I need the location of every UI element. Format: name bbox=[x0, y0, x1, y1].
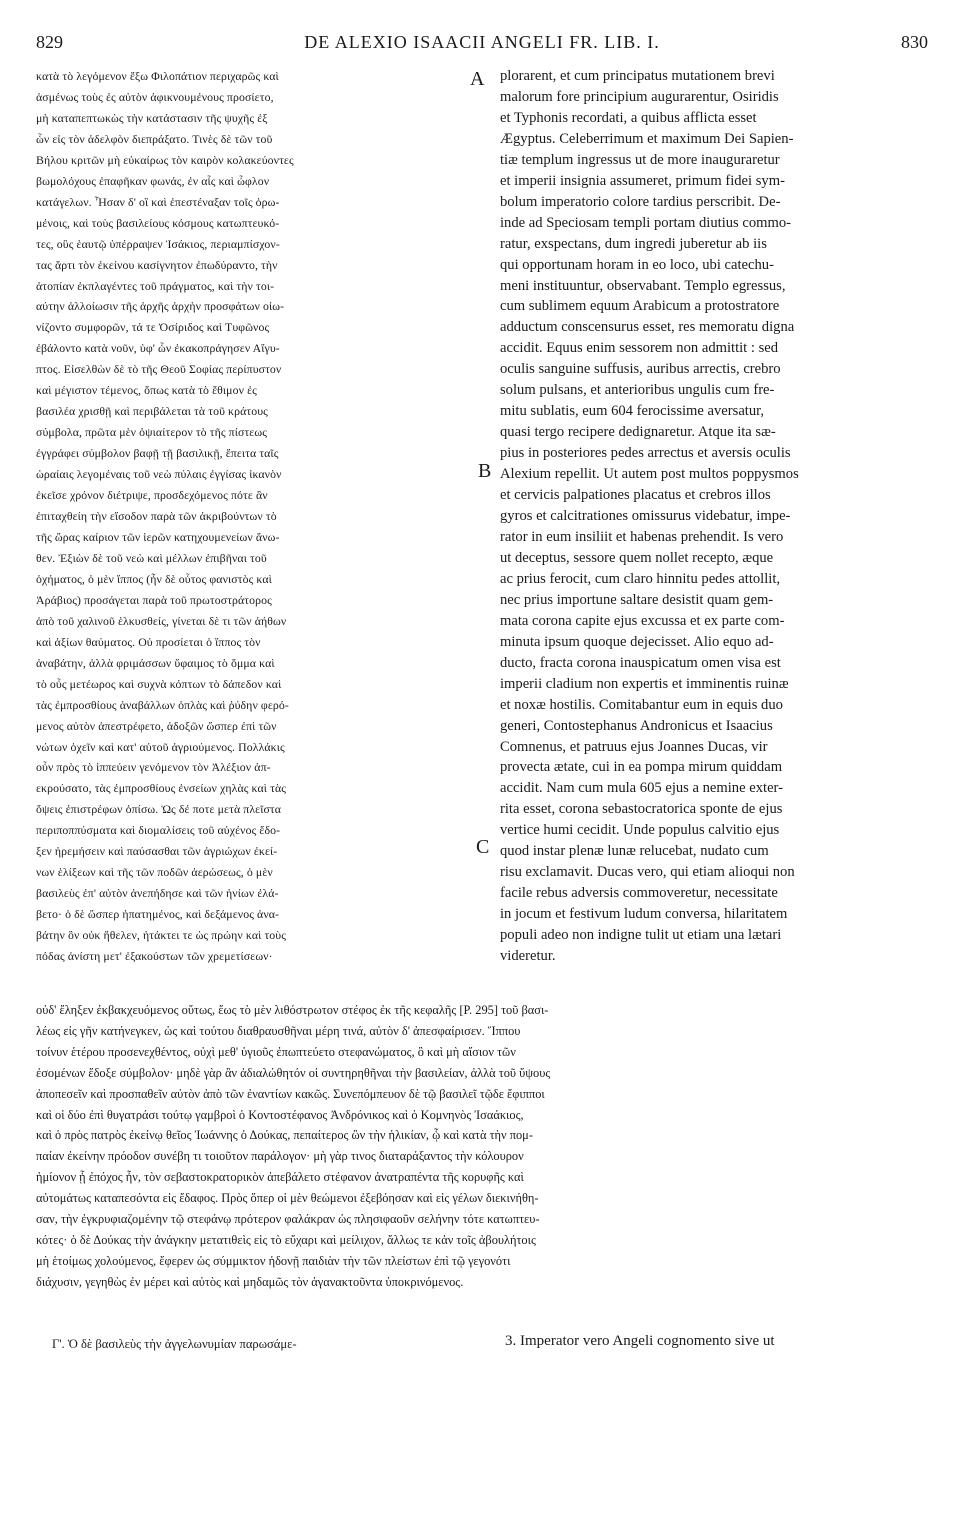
section-marker-b: B bbox=[478, 460, 492, 482]
latin-text-line: meni instituuntur, observabant. Templo egressus, bbox=[500, 277, 786, 294]
full-width-text-line: ἡμίονον ᾗ ἐπόχος ἦν, τὸν σεβαστοκρατορικὸν ἀπεβάλετο στέφανον ἀνατραπέντα τῆς κορυφῆς καὶ bbox=[36, 1170, 524, 1185]
latin-text-line: Ægyptus. Celeberrimum et maximum Dei Sapien- bbox=[500, 130, 794, 147]
latin-text-line: accidit. Nam cum mula 605 ejus a nemine exter- bbox=[500, 780, 783, 797]
greek-text-line: μένοις, καὶ τοὺς βασιλείους κόσμους κατωπτευκό- bbox=[36, 215, 280, 230]
greek-text-line: τας ἄρτι τὸν ἐκείνου κασίγνητον ἐπωδύραντο, τὴν bbox=[36, 257, 278, 272]
greek-text-line: ὀχήματος, ὁ μὲν ἵππος (ἦν δὲ οὗτος φανιστὸς καὶ bbox=[36, 571, 272, 586]
greek-text-line: ὄψεις ἐπιστρέφων ὀπίσω. Ὡς δέ ποτε μετὰ πλεῖστα bbox=[36, 802, 282, 817]
full-width-text-line: σαν, τὴν ἐγκρυφιαζομένην τῷ στεφάνῳ πρότερον φαλάκραν ὡς πλησιφαοῦν σελήνην τότε κατωπτευ- bbox=[36, 1212, 540, 1227]
latin-text-line: quasi tergo recipere dedignaretur. Atque ita sæ- bbox=[500, 424, 776, 441]
latin-text-line: et imperii insignia assumeret, primum fidei sym- bbox=[500, 172, 785, 189]
greek-text-line: βετο· ὁ δὲ ὥσπερ ἡπατημένος, καὶ δεξάμενος ἀνα- bbox=[36, 907, 280, 922]
greek-text-line: τὰς ἐμπροσθίους ἀναβάλλων ὁπλὰς καὶ ῥύδην φερό- bbox=[36, 697, 289, 712]
greek-text-line: νίζοντο συμφορῶν, τά τε Ὀσίριδος καὶ Τυφῶνος bbox=[36, 320, 270, 335]
latin-text-line: quod instar plenæ lunæ relucebat, nudato cum bbox=[500, 843, 769, 860]
greek-text-column bbox=[36, 66, 486, 967]
full-width-text-line: ἀποπεσεῖν καὶ προσπαθεῖν αὐτὸν ἀπὸ τῶν ἐναντίων κακῶς. Συνεπόμπευον δὲ τῷ βασιλεῖ τῷδε ἔφιπποι bbox=[36, 1086, 545, 1101]
latin-text-line: risu exclamavit. Ducas vero, qui etiam alioqui non bbox=[500, 864, 795, 881]
full-width-text-line: τοίνυν ἑτέρου προσενεχθέντος, οὐχὶ μεθ' ὑγιοῦς ἐπωπτεύετο στεφανώματος, ὃ καὶ μὴ αἴσιον τῶν bbox=[36, 1044, 516, 1059]
greek-text-line: σύμβολα, πρῶτα μὲν ὀψιαίτερον τὸ τῆς πίστεως bbox=[36, 425, 267, 440]
latin-text-line: vertice humi cecidit. Unde populus calvitio ejus bbox=[500, 822, 780, 839]
latin-text-line: qui opportunam horam in eo loco, ubi catechu- bbox=[500, 256, 774, 273]
greek-text-line: πόδας ἀνίστη μετ' ἐξακούστων τῶν χρεμετίσεων· bbox=[36, 949, 273, 964]
full-width-text-line: αὐτομάτως καταπεσόντα εἰς ἔδαφος. Πρὸς ὅπερ οἱ μὲν θεώμενοι ἐξεβόησαν καὶ εἰς γέλων διεκινήθη- bbox=[36, 1191, 539, 1206]
greek-text-line: ἐκεῖσε χρόνον διέτριψε, προσδεχόμενος πότε ἂν bbox=[36, 488, 268, 503]
latin-text-line: imperii cladium non expertis et imminentis ruinæ bbox=[500, 675, 789, 692]
latin-text-line: nec prius importune saltare desistit quam gem- bbox=[500, 591, 774, 608]
greek-text-line: εκρούσατο, τὰς ἐμπροσθίους ἐνσείων χηλὰς καὶ τὰς bbox=[36, 781, 286, 796]
latin-text-column bbox=[500, 66, 930, 967]
latin-text-line: tiæ templum ingressus ut de more inauguraretur bbox=[500, 151, 780, 168]
latin-text-line: in jocum et festivum ludum conversa, hilaritatem bbox=[500, 906, 788, 923]
greek-text-line: καὶ μέγιστον τέμενος, ὅπως κατὰ τὸ ἔθιμον ἐς bbox=[36, 383, 257, 398]
latin-text-line: mata corona capite ejus excussa et ex parte com- bbox=[500, 612, 785, 629]
full-width-greek-text bbox=[36, 1000, 928, 1293]
greek-text-line: νων ἑλίξεων καὶ τῆς τῶν ποδῶν ἀερώσεως, ὁ μὲν bbox=[36, 865, 273, 880]
latin-text-line: inde ad Speciosam templi portam diutius commo- bbox=[500, 214, 792, 231]
greek-text-line: ἀτοπίαν ἐκπλαγέντες τοῦ πράγματος, καὶ τὴν τοι- bbox=[36, 278, 275, 293]
greek-text-line: κατάγελων. Ἦσαν δ' οἳ καὶ ἐπεστέναξαν τοῖς ὁρω- bbox=[36, 194, 280, 209]
latin-text-line: adductum conscensurus esset, res memoratu digna bbox=[500, 319, 795, 336]
full-width-text-line: καὶ οἱ δύο ἐπὶ θυγατράσι τούτῳ γαμβροὶ ὁ Κοντοστέφανος Ἀνδρόνικος καὶ ὁ Κομνηνὸς Ἰσαάκιος, bbox=[36, 1107, 524, 1122]
latin-text-line: plorarent, et cum principatus mutationem brevi bbox=[500, 68, 775, 84]
latin-text-line: et noxæ hostilis. Comitabantur eum in equis duo bbox=[500, 696, 783, 713]
greek-text-line: τῆς ὥρας καίριον τῶν ἱερῶν κατηχουμενείων ἄνω- bbox=[36, 529, 280, 544]
latin-text-line: Alexium repellit. Ut autem post multos poppysmos bbox=[500, 466, 799, 483]
greek-text-line: τὸ οὖς μετέωρος καὶ συχνὰ κόπτων τὸ δάπεδον καὶ bbox=[36, 676, 282, 691]
latin-text-line: ratur, exspectans, dum ingredi juberetur ab iis bbox=[500, 235, 767, 252]
greek-text-line: βασιλεὺς ἐπ' αὐτὸν ἀνεπήδησε καὶ τῶν ἡνίων ἐλά- bbox=[36, 886, 279, 901]
latin-text-line: et cervicis palpationes placatus et crebros illos bbox=[500, 487, 771, 504]
greek-text-line: Ἀράβιος) προσάγεται παρὰ τοῦ πρωτοστράτορος bbox=[36, 592, 272, 607]
latin-text-line: oculis sanguine suffusis, auribus arrectis, crebro bbox=[500, 361, 781, 378]
greek-text-line: κατὰ τὸ λεγόμενον ἔξω Φιλοπάτιον περιχαρῶς καὶ bbox=[36, 69, 279, 83]
greek-text-line: πτος. Εἰσελθὼν δὲ τὸ τῆς Θεοῦ Σοφίας περίπυστον bbox=[36, 362, 282, 377]
latin-text-line: videretur. bbox=[500, 948, 556, 965]
greek-text-line: ἐγγράφει σύμβολον βαφῇ τῇ βασιλικῇ, ἔπειτα ταῖς bbox=[36, 446, 279, 461]
latin-text-line: ducto, fracta corona inauspicatum omen visa est bbox=[500, 654, 781, 671]
greek-text-line: μὴ καταπεπτωκὼς τὴν κατάστασιν τῆς ψυχῆς ἐξ bbox=[36, 110, 268, 125]
greek-text-line: βωμολόχους ἐπαφῆκαν φωνάς, ἐν αἷς καὶ ὦφλον bbox=[36, 173, 270, 188]
latin-text-line: generi, Contostephanus Andronicus et Isaacius bbox=[500, 717, 773, 734]
full-width-text-line: παίαν ἐκείνην πρόοδον συνέβη τι τοιοῦτον παράλογον· μὴ γὰρ τινος διαταράξαντος τὴν κόλουρον bbox=[36, 1149, 524, 1164]
greek-text-line: ἀπὸ τοῦ χαλινοῦ ἑλκυσθείς, γίνεται δὲ τι τῶν ἀήθων bbox=[36, 613, 287, 628]
section-marker-a: A bbox=[470, 68, 485, 90]
greek-text-line: ὧν εἰς τὸν ἀδελφὸν διεπράξατο. Τινὲς δὲ τῶν τοῦ bbox=[36, 131, 273, 146]
running-title: DE ALEXIO ISAACII ANGELI FR. LIB. I. bbox=[304, 32, 660, 52]
latin-text-line: rita esset, corona sebastocratorica sponte de ejus bbox=[500, 801, 783, 818]
greek-text-line: ξεν ἠρεμήσειν καὶ παύσασθαι τῶν ἀγριώχων ἐκεί- bbox=[36, 844, 278, 859]
greek-text-line: μενος αὐτὸν ἀπεστρέφετο, ἀδοξῶν ὥσπερ ἐπὶ τῶν bbox=[36, 718, 277, 733]
latin-text-line: ut deceptus, sessore quem nollet recepto, æque bbox=[500, 549, 774, 566]
page-number-right: 830 bbox=[901, 32, 928, 52]
greek-text-line: ἀσμένως τοὺς ἐς αὐτὸν ἀφικνουμένους προσίετο, bbox=[36, 89, 274, 104]
section-marker-c: C bbox=[476, 836, 490, 858]
greek-text-line: ὡραίαις λεγομέναις τοῦ νεὼ πύλαις ἐγγίσας ἱκανὸν bbox=[36, 467, 282, 482]
latin-text-line: cum sublimem equum Arabicum a protostratore bbox=[500, 298, 780, 315]
latin-text-line: minuta ipsum quoque dejecisset. Alio equo ad- bbox=[500, 633, 774, 650]
page-number-left: 829 bbox=[36, 32, 63, 52]
latin-text-line: mitu sublatis, eum 604 ferocissime aversatur, bbox=[500, 403, 765, 420]
full-width-text-line: διάχυσιν, γεγηθὼς ἐν μέρει καὶ αὐτὸς καὶ μηδαμῶς τὸν ἀγανακτοῦντα ὑποκρινόμενος. bbox=[36, 1274, 464, 1289]
greek-text-line: βάτην ὃν οὐκ ἤθελεν, ἠτάκτει τε ὡς πρώην καὶ τοὺς bbox=[36, 928, 287, 943]
greek-text-line: ἀναβάτην, ἀλλὰ φριμάσσων ὕφαιμος τὸ ὄμμα καὶ bbox=[36, 655, 275, 670]
greek-text-line: ἐβάλοντο κατὰ νοῦν, ὑφ' ὧν ἐκακοπράγησεν Αἴγυ- bbox=[36, 341, 280, 356]
full-width-text-line: οὐδ' ἔληξεν ἐκβακχευόμενος οὕτως, ἕως τὸ μὲν λιθόστρωτον στέφος ἐκ τῆς κεφαλῆς [P. 295] τοῦ βασι- bbox=[36, 1003, 549, 1017]
latin-text-line: accidit. Equus enim sessorem non admittit : sed bbox=[500, 340, 779, 357]
full-width-text-line: κότες· ὁ δὲ Δούκας τὴν ἀνάγκην μετατιθεὶς εἰς τὸ εὔχαρι καὶ μείλιχον, ἄλλως τε κἀν τοῖς ἀβουλήτοις bbox=[36, 1232, 536, 1247]
latin-text-line: solum pulsans, et anterioribus ungulis cum fre- bbox=[500, 382, 775, 399]
greek-text-line: περιποππύσματα καὶ διομαλίσεις τοῦ αὐχένος ἔδο- bbox=[36, 823, 281, 838]
latin-text-line: facile rebus adversis commoveretur, necessitate bbox=[500, 885, 778, 902]
latin-text-line: malorum fore principium augurarentur, Osiridis bbox=[500, 88, 779, 105]
greek-text-line: νώτων ὀχεῖν καὶ κατ' αὐτοῦ ἀγριούμενος. Πολλάκις bbox=[36, 739, 285, 754]
full-width-text-line: καὶ ὁ πρὸς πατρὸς ἐκείνῳ θεῖος Ἰωάννης ὁ Δούκας, πεπαίτερος ὢν τὴν ἡλικίαν, ᾧ καὶ κατὰ τὴν πομ- bbox=[36, 1128, 533, 1143]
latin-text-line: ac prius ferocit, cum claro hinnitu pedes attollit, bbox=[500, 570, 781, 587]
latin-text-line: pius in posteriores pedes arrectus et aversis oculis bbox=[500, 445, 791, 462]
greek-text-line: καὶ ἀξίων θαύματος. Οὐ προσίεται ὁ ἵππος τὸν bbox=[36, 634, 261, 649]
greek-text-line: οὖν πρὸς τὸ ἱππεύειν γενόμενον τὸν Ἀλέξιον ἀπ- bbox=[36, 760, 271, 775]
full-width-text-line: ἐσομένων ἔδοξε σύμβολον· μηδὲ γὰρ ἂν ἀδιαλώθητόν οἱ συντηρηθῆναι τὴν βασιλείαν, ἀλλὰ τοῦ ὕψους bbox=[36, 1065, 551, 1080]
latin-text-line: Comnenus, et patruus ejus Joannes Ducas, vir bbox=[500, 738, 768, 755]
full-width-text-line: μὴ ἑτοίμως χολούμενος, ἔφερεν ὡς σύμμικτον ἡδονῇ παιδιὰν τὴν τῶν πλείστων ἐπὶ τῷ γεγονότι bbox=[36, 1253, 511, 1268]
latin-text-line: gyros et calcitrationes omissurus videbatur, impe- bbox=[500, 508, 791, 525]
greek-text-line: ἐπιταχθείη τὴν εἴσοδον παρὰ τῶν ἀκριβούντων τὸ bbox=[36, 509, 277, 524]
latin-text-line: et Typhonis recordati, a quibus afflicta esset bbox=[500, 109, 757, 126]
latin-section-start: 3. Imperator vero Angeli cognomento sive ut bbox=[505, 1333, 775, 1349]
running-header bbox=[36, 32, 928, 56]
greek-text-line: αύτην ἀλλοίωσιν τῆς ἀρχῆς ἀρχὴν προσφάτων οἰω- bbox=[36, 299, 285, 314]
latin-text-line: rator in eum insiliit et habenas prehendit. Is vero bbox=[500, 528, 784, 545]
latin-text-line: populi adeo non indigne tulit ut etiam una lætari bbox=[500, 927, 782, 944]
greek-text-line: τες, οὓς ἑαυτῷ ὑπέρραψεν Ἰσάκιος, περιαμπίσχον- bbox=[36, 236, 280, 251]
full-width-text-line: λέως εἰς γῆν κατήνεγκεν, ὡς καὶ τούτου διαθραυσθῆναι μέρη τινά, αὐτὸν δ' ἀπεσφαίρισεν. Ἵππου bbox=[36, 1023, 521, 1038]
latin-text-line: provecta ætate, cui in ea pompa mirum quiddam bbox=[500, 759, 783, 776]
greek-text-line: βασιλέα χρισθῇ καὶ περιβάλεται τὰ τοῦ κράτους bbox=[36, 404, 268, 419]
greek-section-start: Γ'. Ὁ δὲ βασιλεὺς τὴν ἀγγελωνυμίαν παρωσάμε- bbox=[52, 1337, 297, 1351]
greek-text-line: θεν. Ἐξιὼν δὲ τοῦ νεὼ καὶ μέλλων ἐπιβῆναι τοῦ bbox=[36, 550, 267, 565]
greek-text-line: Βήλου κριτῶν μὴ εὐκαίρως τὸν καιρὸν κολακεύοντες bbox=[36, 152, 294, 167]
latin-text-line: bolum imperatorio colore tardius perscribit. De- bbox=[500, 193, 781, 210]
